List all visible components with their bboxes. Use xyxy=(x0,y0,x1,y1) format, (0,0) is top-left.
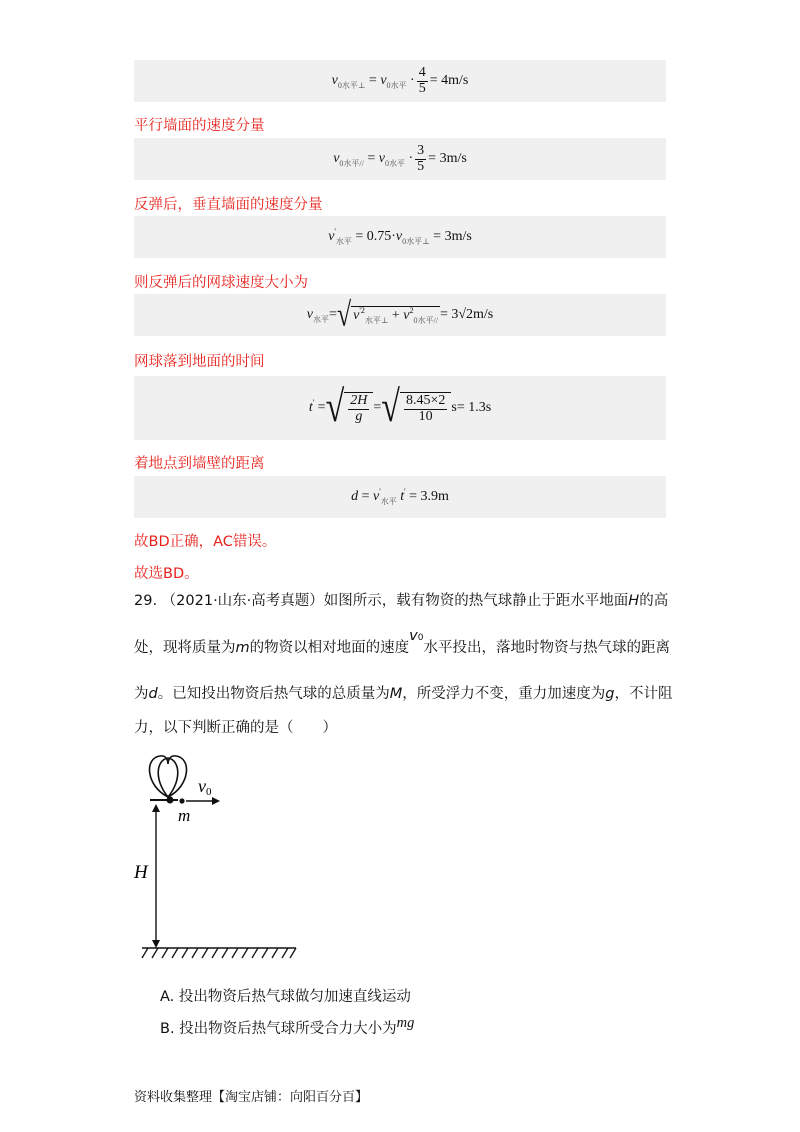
radical-sign-2: √ xyxy=(381,383,400,432)
question-text-1: 如图所示，载有物资的热气球静止于距水平地面 xyxy=(323,593,629,609)
eq4-term2-sup: 2 xyxy=(409,306,414,315)
eq1-var: v xyxy=(331,73,338,88)
balloon-figure xyxy=(130,750,310,965)
eq4-sqrt xyxy=(336,295,440,334)
eq3-sub-left: 水平 xyxy=(335,237,352,246)
eq4-equals: = xyxy=(328,307,337,322)
eq4-term1-var: v xyxy=(353,308,360,323)
eq4-term1-sup: '2 xyxy=(359,306,365,315)
eq5-prime: ' xyxy=(312,398,315,407)
eq3-prime: ' xyxy=(334,227,336,236)
eq4-term2-sub: 0水平// xyxy=(413,316,438,325)
question-text-2-mid: 的物资以相对地面的速度 xyxy=(249,640,410,656)
eq5-frac2-num: 8.45×2 xyxy=(405,392,446,408)
eq6-sub: 水平 xyxy=(380,497,397,506)
eq5-sqrt-2 xyxy=(381,383,451,432)
question-var-M: M xyxy=(389,686,403,702)
question-line-3 xyxy=(134,682,674,703)
question-line-4: 力，以下判断正确的是（ ） xyxy=(134,720,337,736)
conclusion-text: 故BD正确，AC错误。 xyxy=(134,534,277,550)
label-H: H xyxy=(134,862,148,883)
hot-air-balloon-icon xyxy=(150,756,187,799)
question-line-1 xyxy=(134,589,674,610)
eq4-result: = 3√2m/s xyxy=(439,307,494,322)
question-text-1-end: 的高 xyxy=(639,593,669,609)
option-a-letter: A. xyxy=(160,989,175,1005)
eq6-var: v xyxy=(373,489,380,504)
label-rebound: 反弹后，垂直墙面的速度分量 xyxy=(134,197,323,213)
eq2-var-right: v xyxy=(378,151,385,166)
balloon-basket-dot xyxy=(167,797,174,804)
eq5-frac1-den-text: g xyxy=(355,408,363,424)
question-text-3-end: ，不计阻 xyxy=(614,686,673,702)
question-var-m: m xyxy=(235,640,250,656)
option-b-text: 投出物资后热气球所受合力大小为 xyxy=(179,1021,397,1037)
eq5-unit: s xyxy=(451,400,457,415)
eq6-lhs: d xyxy=(351,489,359,504)
eq1-sub-left: 0水平⊥ xyxy=(337,81,366,90)
eq5-frac1-num-text: 2H xyxy=(350,392,368,408)
eq5-var: t xyxy=(308,400,313,415)
label-time: 网球落到地面的时间 xyxy=(134,354,265,370)
equation-box-4 xyxy=(134,294,666,336)
equation-box-6 xyxy=(134,476,666,518)
question-source: （2021·山东·高考真题） xyxy=(161,593,324,609)
answer-text: 故选BD。 xyxy=(134,566,199,582)
eq4-radicand xyxy=(351,306,440,324)
eq1-var-right: v xyxy=(380,73,387,88)
question-var-g: g xyxy=(605,686,615,702)
eq1-fraction xyxy=(417,66,428,96)
label-m: m xyxy=(178,806,191,825)
eq2-result: = 3m/s xyxy=(428,151,467,166)
question-number: 29. xyxy=(134,593,158,609)
question-var-v0 xyxy=(409,628,423,644)
velocity-arrowhead xyxy=(212,797,220,805)
eq5-frac1-num xyxy=(348,394,369,410)
eq1-frac-den: 5 xyxy=(418,80,426,96)
question-text-2-start: 处，现将质量为 xyxy=(134,640,236,656)
question-text-3-mid2: ，所受浮力不变，重力加速度为 xyxy=(402,686,606,702)
label-speed: 则反弹后的网球速度大小为 xyxy=(134,275,308,291)
eq2-sub-right: 0水平 xyxy=(385,159,405,168)
eq5-frac-1 xyxy=(348,394,369,424)
eq1-equals: = xyxy=(368,73,377,88)
option-b-letter: B. xyxy=(160,1021,175,1037)
eq2-frac-den: 5 xyxy=(417,158,425,174)
eq1-sub-right: 0水平 xyxy=(386,81,407,90)
eq1-dot: · xyxy=(410,73,415,88)
eq5-result: = 1.3s xyxy=(456,400,492,415)
option-a-text: 投出物资后热气球做匀加速直线运动 xyxy=(178,989,411,1005)
eq2-dot: · xyxy=(408,151,414,166)
equation-box-5 xyxy=(134,376,666,440)
question-text-2-end: 水平投出，落地时物资与热气球的距离 xyxy=(423,640,670,656)
eq5-radicand-2 xyxy=(400,392,451,424)
eq5-equals-1: = xyxy=(317,400,326,415)
eq6-equals: = xyxy=(361,489,370,504)
eq5-sqrt-1 xyxy=(325,383,374,432)
cargo-dot xyxy=(179,798,184,803)
question-var-H: H xyxy=(628,593,640,609)
eq4-sub-left: 水平 xyxy=(312,315,329,324)
eq2-sub-left: 0水平// xyxy=(339,159,364,168)
question-v0-var: v xyxy=(409,628,418,644)
eq6-var2: t xyxy=(400,489,405,504)
eq4-term1-sub: 水平⊥ xyxy=(364,316,389,325)
radical-sign: √ xyxy=(336,295,352,334)
eq4-plus: + xyxy=(391,308,400,323)
option-a[interactable] xyxy=(160,985,411,1006)
equation-box-1 xyxy=(134,60,666,102)
eq4-term2-var: v xyxy=(403,308,410,323)
eq3-result: = 3m/s xyxy=(433,229,472,244)
option-b-mg: mg xyxy=(396,1015,415,1031)
eq3-var: v xyxy=(328,229,335,244)
eq1-result: = 4m/s xyxy=(429,73,469,88)
label-parallel: 平行墙面的速度分量 xyxy=(134,118,265,134)
radical-sign-1: √ xyxy=(325,383,345,432)
height-arrowhead-bottom xyxy=(152,940,160,948)
eq5-frac2-den: 10 xyxy=(418,408,433,424)
eq2-frac-num: 3 xyxy=(417,142,425,158)
label-v0: v0 xyxy=(198,776,212,798)
page-footer: 资料收集整理【淘宝店铺：向阳百分百】 xyxy=(134,1090,369,1105)
option-b[interactable] xyxy=(160,1017,414,1038)
eq6-prime-2: ' xyxy=(404,487,406,496)
eq3-var-right: v xyxy=(395,229,403,244)
eq5-radicand-1 xyxy=(344,392,373,424)
eq6-prime: ' xyxy=(379,487,381,496)
eq1-frac-num: 4 xyxy=(418,64,426,80)
question-line-2 xyxy=(134,628,674,657)
question-text-3-mid1: 。已知投出物资后热气球的总质量为 xyxy=(157,686,390,702)
eq5-frac1-den xyxy=(353,410,364,425)
eq2-equals: = xyxy=(367,151,376,166)
question-v0-sub: 0 xyxy=(417,633,424,643)
eq3-coef: = 0.75· xyxy=(355,229,396,244)
eq3-sub-right: 0水平⊥ xyxy=(402,237,430,246)
equation-box-3 xyxy=(134,216,666,258)
eq4-var: v xyxy=(306,307,313,322)
equation-box-2 xyxy=(134,138,666,180)
eq5-frac-2 xyxy=(404,394,447,424)
label-distance: 着地点到墙壁的距离 xyxy=(134,456,265,472)
ground-hatching xyxy=(142,948,296,958)
question-text-3-start: 为 xyxy=(134,686,149,702)
eq2-fraction xyxy=(415,144,426,174)
height-arrowhead-top xyxy=(152,804,160,812)
eq6-result: = 3.9m xyxy=(409,489,449,504)
eq2-var: v xyxy=(333,151,340,166)
question-var-d: d xyxy=(148,686,158,702)
eq5-equals-2: = xyxy=(373,400,382,415)
